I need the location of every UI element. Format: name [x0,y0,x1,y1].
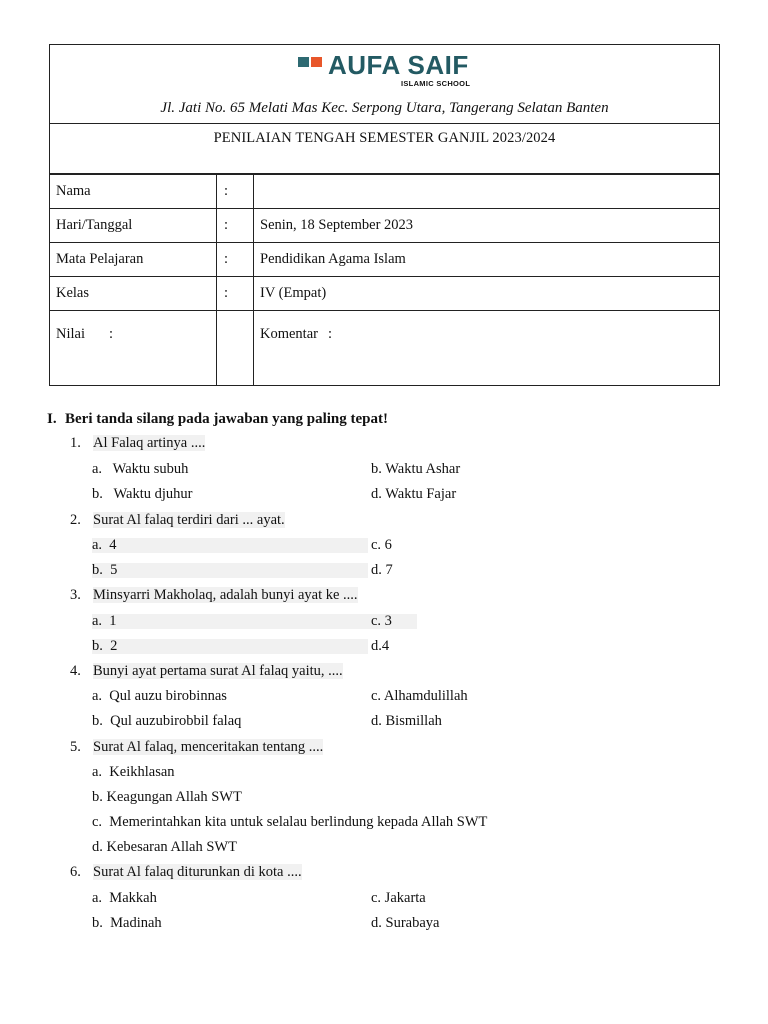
info-label: Mata Pelajaran [50,243,217,277]
option-a[interactable]: a. Makkah [92,890,157,906]
nilai-label: Nilai [56,326,85,342]
option-b[interactable]: b. 5 [92,562,118,578]
logo-text: AUFA SAIF [328,50,469,80]
option-d[interactable]: d. Surabaya [371,915,440,931]
exam-header [49,44,720,174]
info-row-nama [50,175,720,209]
option-a[interactable]: a. 1 [92,613,117,629]
logo-square-orange [311,57,322,67]
section-heading [47,411,388,428]
option-a[interactable]: a. Qul auzu birobinnas [92,688,227,704]
section-title: Beri tanda silang pada jawaban yang paling tepat! [65,411,388,427]
option-d[interactable]: d. Bismillah [371,713,442,729]
option-b[interactable]: b. Qul auzubirobbil falaq [92,713,242,729]
question-number: 5. [70,739,81,755]
question-text: Bunyi ayat pertama surat Al falaq yaitu, .... [93,663,343,679]
option-highlight [92,563,368,578]
question-text: Surat Al falaq diturunkan di kota .... [93,864,302,880]
option-c[interactable]: c. Alhamdulillah [371,688,468,704]
info-value-nama[interactable] [254,175,720,209]
info-value-kelas: IV (Empat) [254,277,720,311]
question-3 [70,587,358,604]
header-divider [50,123,719,124]
question-number: 3. [70,587,81,603]
question-5 [70,739,323,756]
info-row-tanggal [50,209,720,243]
option-c[interactable]: c. Jakarta [371,890,426,906]
info-label: Kelas [50,277,217,311]
option-highlight [92,538,368,553]
option-highlight [92,639,368,654]
option-a[interactable]: a. 4 [92,537,117,553]
exam-title: PENILAIAN TENGAH SEMESTER GANJIL 2023/2024 [213,130,556,146]
option-c[interactable]: c. Memerintahkan kita untuk selalau berlindung kepada Allah SWT [92,814,488,830]
info-row-kelas [50,277,720,311]
komentar-colon: : [327,326,333,342]
empty-cell [217,311,254,386]
option-d[interactable]: d. Waktu Fajar [371,486,457,502]
option-d[interactable]: d. 7 [371,562,393,578]
option-b[interactable]: b. Keagungan Allah SWT [92,789,242,805]
info-separator: : [217,209,254,243]
option-b[interactable]: b. Madinah [92,915,162,931]
question-2 [70,512,285,529]
question-4 [70,663,343,680]
question-text: Surat Al falaq, menceritakan tentang .... [93,739,324,755]
student-info-table [49,174,720,386]
option-c[interactable]: c. 3 [371,613,392,629]
option-a[interactable]: a. Keikhlasan [92,764,175,780]
info-value-tanggal: Senin, 18 September 2023 [254,209,720,243]
info-label: Nama [50,175,217,209]
question-number: 1. [70,435,81,451]
question-text: Surat Al falaq terdiri dari ... ayat. [93,512,285,528]
option-c[interactable]: c. 6 [371,537,392,553]
option-b[interactable]: b. Waktu djuhur [92,486,193,502]
logo-subtitle: ISLAMIC SCHOOL [401,79,471,88]
option-d[interactable]: d. Kebesaran Allah SWT [92,839,237,855]
option-highlight [92,614,417,629]
info-row-mapel [50,243,720,277]
question-number: 2. [70,512,81,528]
komentar-label: Komentar [260,326,318,342]
question-text: Al Falaq artinya .... [93,435,206,451]
school-logo [298,50,471,88]
nilai-colon: : [109,326,114,342]
info-value-mapel: Pendidikan Agama Islam [254,243,720,277]
question-6 [70,864,302,881]
option-b[interactable]: b. 2 [92,638,118,654]
info-separator: : [217,175,254,209]
section-number: I. [47,411,57,427]
komentar-cell[interactable] [254,311,720,386]
question-1 [70,435,205,452]
info-row-nilai [50,311,720,386]
question-text: Minsyarri Makholaq, adalah bunyi ayat ke .... [93,587,358,603]
question-number: 4. [70,663,81,679]
option-a[interactable]: a. Waktu subuh [92,461,189,477]
option-b[interactable]: b. Waktu Ashar [371,461,461,477]
school-address: Jl. Jati No. 65 Melati Mas Kec. Serpong Utara, Tangerang Selatan Banten [160,100,609,116]
logo-square-teal [298,57,309,67]
nilai-cell[interactable] [50,311,217,386]
info-separator: : [217,243,254,277]
info-label: Hari/Tanggal [50,209,217,243]
info-separator: : [217,277,254,311]
question-number: 6. [70,864,81,880]
option-d[interactable]: d.4 [371,638,390,654]
